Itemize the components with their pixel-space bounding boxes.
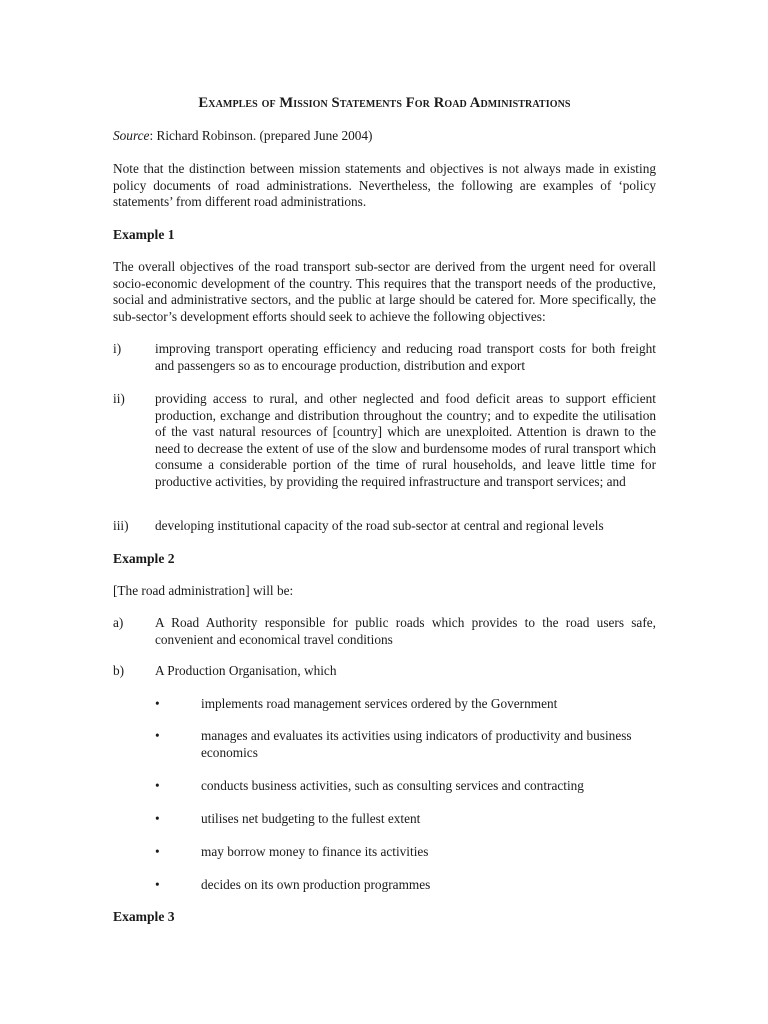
- item-text: developing institutional capacity of the road sub-sector at central and regional levels: [155, 518, 604, 533]
- example-1-paragraph: The overall objectives of the road transport sub-sector are derived from the urgent need for overall socio-economic development of the country. This requires that the transport needs of the productive, social and administrative sectors, and the public at large should be catered for. More specifically, the sub-sector’s development efforts should seek to achieve the following objectives:: [113, 259, 656, 324]
- item-marker: i): [113, 341, 122, 356]
- bullet-icon: •: [155, 696, 160, 711]
- intro-paragraph: Note that the distinction between mission statements and objectives is not always made in existing policy documents of road administrations. Nevertheless, the following are examples of ‘policy statements’ from different road administrations.: [113, 161, 656, 210]
- source-text: : Richard Robinson. (prepared June 2004): [149, 128, 373, 143]
- bullet-text: conducts business activities, such as consulting services and contracting: [201, 778, 584, 793]
- bullet-text: utilises net budgeting to the fullest extent: [201, 811, 421, 826]
- bullet-icon: •: [155, 844, 160, 859]
- bullet-icon: •: [155, 811, 160, 826]
- bullet-text: implements road management services ordered by the Government: [201, 696, 558, 711]
- source-label: Source: [113, 128, 150, 143]
- item-text: A Production Organisation, which: [155, 663, 337, 678]
- item-marker: ii): [113, 391, 125, 406]
- bullet-icon: •: [155, 877, 160, 892]
- bullet-text: decides on its own production programmes: [201, 877, 431, 892]
- example-1-heading: Example 1: [113, 227, 175, 242]
- example-3-heading: Example 3: [113, 909, 175, 924]
- item-marker: iii): [113, 518, 129, 533]
- bullet-icon: •: [155, 728, 160, 743]
- bullet-text: may borrow money to finance its activities: [201, 844, 429, 859]
- item-text: improving transport operating efficiency and reducing road transport costs for both freight and passengers so as to encourage production, distribution and export: [155, 341, 656, 373]
- item-text: A Road Authority responsible for public roads which provides to the road users safe, convenient and economical travel conditions: [155, 615, 656, 647]
- item-text: providing access to rural, and other neglected and food deficit areas to support efficient production, exchange and distribution throughout the country; and to expedite the utilisation of the vast natural resources of [country] which are unexploited. Attention is drawn to the need to decrease the extent of use of the slow and burdensome modes of rural transport which consume a considerable portion of the time of rural households, and leave little time for productive activities, by providing the required infrastructure and transport services; and: [155, 391, 656, 489]
- example-2-heading: Example 2: [113, 551, 175, 566]
- item-marker: a): [113, 615, 124, 630]
- example-2-intro: [The road administration] will be:: [113, 583, 294, 598]
- bullet-text: manages and evaluates its activities using indicators of productivity and business economics: [201, 728, 632, 760]
- bullet-icon: •: [155, 778, 160, 793]
- page-title: Examples of Mission Statements For Road Administrations: [198, 95, 571, 111]
- item-marker: b): [113, 663, 125, 678]
- source-line: [113, 128, 656, 145]
